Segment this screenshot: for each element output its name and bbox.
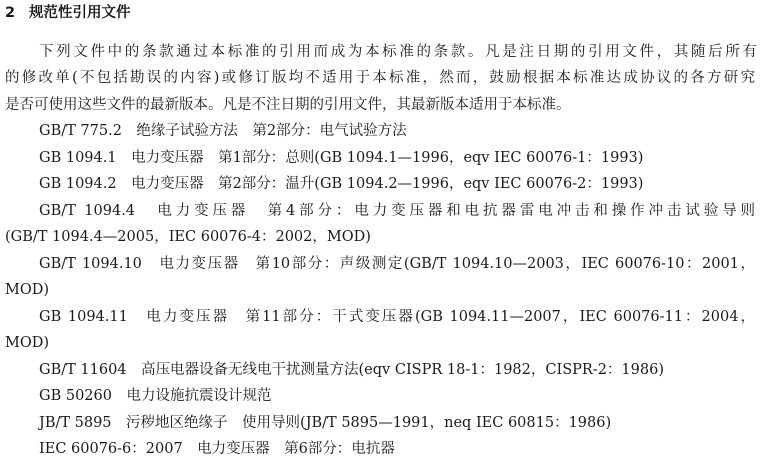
- reference-gbt-1094-10-cont: MOD): [5, 282, 50, 298]
- reference-gb-1094-11-cont: MOD): [5, 335, 50, 351]
- reference-gbt-775-2: GB/T 775.2 绝缘子试验方法 第2部分：电气试验方法: [39, 123, 407, 139]
- reference-gb-50260: GB 50260 电力设施抗震设计规范: [39, 388, 272, 404]
- intro-paragraph-line-1: 下列文件中的条款通过本标准的引用而成为本标准的条款。凡是注日期的引用文件，其随后所有: [39, 44, 757, 60]
- intro-paragraph-line-3: 是否可使用这些文件的最新版本。凡是不注日期的引用文件，其最新版本适用于本标准。: [5, 97, 571, 113]
- section-number: 2: [5, 5, 16, 21]
- reference-gbt-1094-10: GB/T 1094.10 电力变压器 第10部分：声级测定(GB/T 1094.10—2003，IEC 60076-10：2001，: [39, 256, 755, 272]
- intro-paragraph-line-2: 的修改单(不包括勘误的内容)或修订版均不适用于本标准，然而，鼓励根据本标准达成协议的各方研究: [5, 70, 755, 86]
- reference-iec-60076-6: IEC 60076-6：2007 电力变压器 第6部分：电抗器: [39, 441, 395, 457]
- reference-gbt-1094-4-cont: (GB/T 1094.4—2005，IEC 60076-4：2002，MOD): [5, 229, 371, 245]
- reference-gbt-1094-4: GB/T 1094.4 电力变压器 第4部分：电力变压器和电抗器雷电冲击和操作冲击试验导则: [39, 203, 755, 219]
- reference-gb-1094-11: GB 1094.11 电力变压器 第11部分：干式变压器(GB 1094.11—2007，IEC 60076-11：2004，: [39, 309, 755, 325]
- reference-gbt-11604: GB/T 11604 高压电器设备无线电干扰测量方法(eqv CISPR 18-1：1982，CISPR-2：1986): [39, 362, 664, 378]
- reference-jbt-5895: JB/T 5895 污秽地区绝缘子 使用导则(JB/T 5895—1991，neq IEC 60815：1986): [39, 415, 612, 431]
- section-title: 规范性引用文件: [29, 5, 131, 21]
- section-heading: [5, 2, 131, 24]
- reference-gb-1094-2: GB 1094.2 电力变压器 第2部分：温升(GB 1094.2—1996，eqv IEC 60076-2：1993): [39, 176, 644, 192]
- reference-gb-1094-1: GB 1094.1 电力变压器 第1部分：总则(GB 1094.1—1996，eqv IEC 60076-1：1993): [39, 150, 644, 166]
